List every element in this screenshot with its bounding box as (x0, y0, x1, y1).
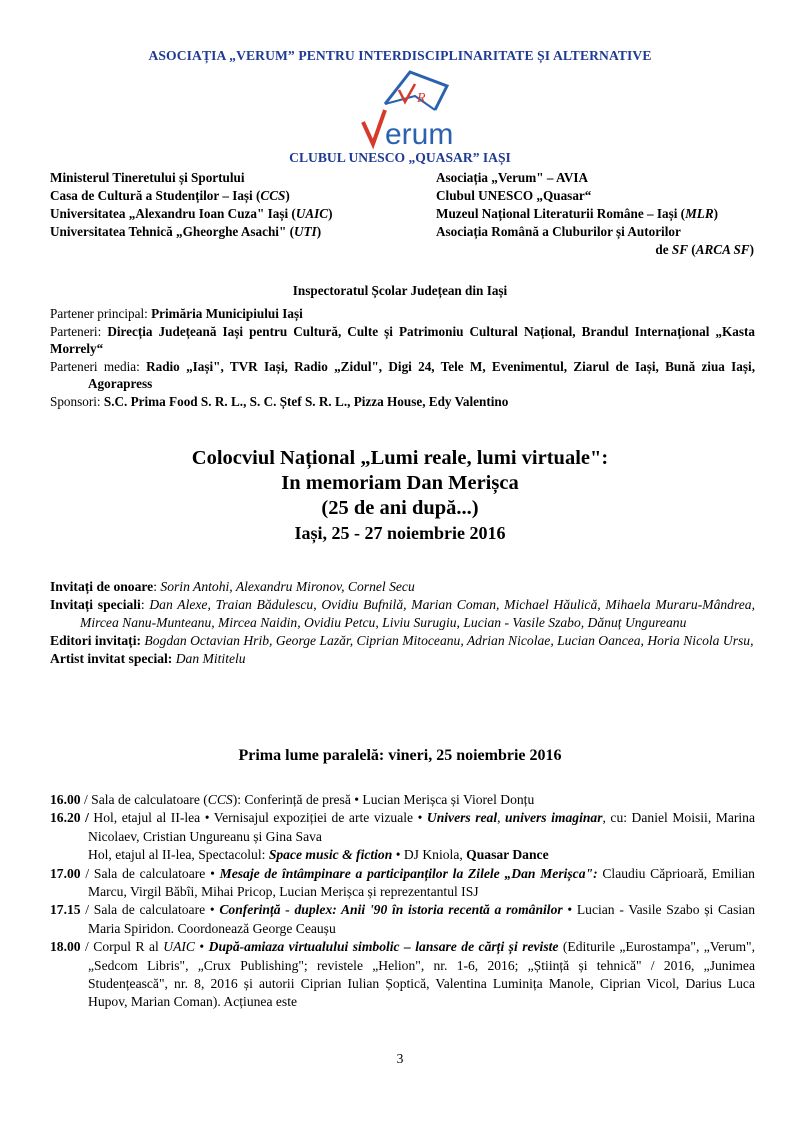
guests-section (50, 578, 755, 668)
club-title: CLUBUL UNESCO „QUASAR” IAȘI (289, 150, 511, 165)
event-dates: Iași, 25 - 27 noiembrie 2016 (294, 523, 506, 543)
organizer-item: Universitatea „Alexandru Ioan Cuza" Iași (UAIC) (50, 206, 333, 221)
sponsors: Sponsori: S.C. Prima Food S. R. L., S. C. Ștef S. R. L., Pizza House, Edy Valentino (50, 393, 509, 409)
organizer-item: Asociația „Verum" – AVIA (436, 170, 589, 185)
media-partners: Parteneri media: Radio „Iași", TVR Iași, Radio „Zidul", Digi 24, Tele M, Evenimentul, Ziarul de Iași, Bună ziua Iași, Agorapress (50, 358, 755, 391)
partners-list: Parteneri: Direcția Județeană Iași pentru Cultură, Culte și Patrimoniu Cultural Național, Brandul Internațional „Kasta Morrely“ (50, 323, 755, 356)
program-item: 17.00 / Sala de calculatoare • Mesaje de întâmpinare a participanților la Zilele „Dan Merișca": Claudiu Căprioară, Emilian Marcu, Virgil Băbîi, Mihai Pricop, Lucian Merișca și reprezentantul ISJ (50, 865, 755, 900)
verum-logo (355, 66, 465, 152)
special-guests: Invitați speciali: Dan Alexe, Traian Bădulescu, Ovidiu Bufnilă, Marian Coman, Michael Hăulică, Mihaela Muraru-Mândrea, Mircea Nanu-Munteanu, Mircea Naidin, Ovidiu Petcu, Liviu Surugiu, Lucian - Vasile Szabo, Dănuț Ungureanu (50, 597, 755, 630)
inspectorat: Inspectoratul Școlar Județean din Iași (292, 283, 508, 298)
program-item: 16.00 / Sala de calculatoare (CCS): Conferință de presă • Lucian Merișca și Viorel Donțu (50, 792, 535, 807)
honor-guests: Invitați de onoare: Sorin Antohi, Alexandru Mironov, Cornel Secu (50, 579, 415, 594)
event-title: Colocviul Național „Lumi reale, lumi virtuale": (191, 447, 609, 469)
event-headline (0, 446, 800, 546)
organizers-right (436, 169, 754, 259)
program-item: 18.00 / Corpul R al UAIC • După-amiaza virtualului simbolic – lansare de cărți și reviste (Editurile „Eurostampa", „Verum", „Sedcom Libris", „Crux Publishing"; revistele „Helion", nr. 1-6, 2016; „Știință și tehnică" / 2016, „Junimea Studențească", nr. 8, 2016 și autorii Ciprian Iulian Șoptică, Valentina Luminița Manole, Ciprian Vicol, Darius Luca Hupov, Marian Coman). Acțiunea este (50, 939, 756, 1010)
page-number: 3 (396, 1051, 404, 1066)
program-list (50, 791, 755, 1012)
day-title: Prima lume paralelă: vineri, 25 noiembrie 2016 (238, 747, 562, 764)
organizer-item: Muzeul Național Literaturii Române – Iași (MLR) (436, 206, 719, 221)
event-subtitle: In memoriam Dan Merișca (281, 472, 519, 494)
organizers-left (50, 169, 430, 241)
organizer-item: de SF (ARCA SF) (655, 242, 754, 257)
main-partner: Partener principal: Primăria Municipiului Iași (50, 306, 303, 321)
program-item: Hol, etajul al II-lea, Spectacolul: Space music & fiction • DJ Kniola, Quasar Dance (88, 847, 549, 863)
organizer-item: Casa de Cultură a Studenților – Iași (CCS) (50, 188, 290, 203)
svg-text:erum: erum (385, 118, 454, 151)
organizer-item: Asociația Română a Cluburilor și Autorilor (436, 224, 681, 239)
partners-section (50, 305, 755, 410)
invited-editors: Editori invitați: Bogdan Octavian Hrib, George Lazăr, Ciprian Mitoceanu, Adrian Nicolae, Lucian Oancea, Horia Nicola Ursu, (50, 633, 754, 648)
program-item: 16.20 / Hol, etajul al II-lea • Vernisajul expoziției de arte vizuale • Univers real, univers imaginar, cu: Daniel Moisii, Marina Nicolaev, Cristian Ungureanu și Gina Sava (50, 810, 756, 844)
organizer-item: Universitatea Tehnică „Gheorghe Asachi" (UTI) (50, 224, 322, 239)
organizer-item: Clubul UNESCO „Quasar“ (436, 188, 592, 203)
organizer-item: Ministerul Tineretului și Sportului (50, 170, 245, 185)
special-artist: Artist invitat special: Dan Mititelu (50, 651, 246, 666)
svg-text:R: R (417, 91, 426, 106)
program-item: 17.15 / Sala de calculatoare • Conferință - duplex: Anii '90 în istoria recentă a românilor • Lucian - Vasile Szabo și Casian Maria Spiridon. Coordonează George Ceaușu (50, 902, 755, 936)
organization-title: ASOCIAȚIA „VERUM” PENTRU INTERDISCIPLINARITATE ȘI ALTERNATIVE (148, 48, 652, 63)
event-anniversary: (25 de ani după...) (321, 497, 479, 519)
